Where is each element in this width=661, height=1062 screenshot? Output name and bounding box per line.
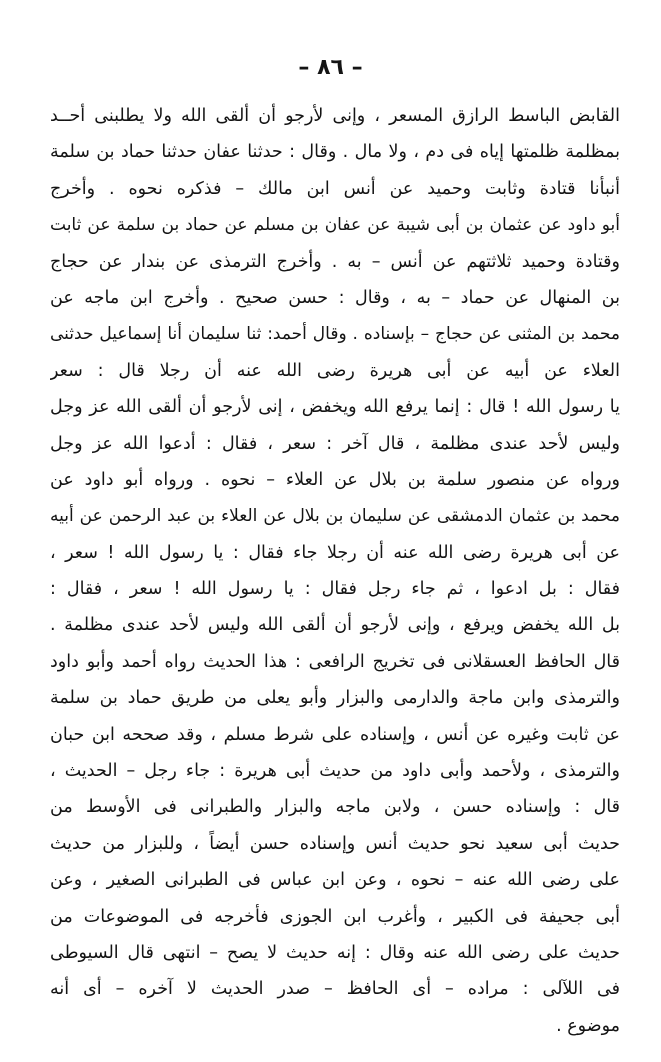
text-line: وليس لأحد عندى مظلمة ، قال آخر : سعر ، فقال : أدعوا الله عز وجل: [50, 433, 620, 454]
text-line: العلاء عن أبيه عن أبى هريرة رضى الله عنه أن رجلا قال : سعر: [50, 360, 620, 381]
text-line: ورواه عن منصور سلمة بن بلال عن العلاء – نحوه . ورواه أبو داود عن: [50, 469, 620, 490]
text-line: بل الله يخفض ويرفع ، وإنى لأرجو أن ألقى الله وليس لأحد عندى مظلمة .: [50, 615, 620, 636]
text-line: أبو داود عن عثمان بن أبى شيبة عن عفان بن مسلم عن حماد بن سلمة عن ثابت: [50, 215, 620, 236]
page-number: – ٨٦ –: [298, 55, 363, 80]
text-line: بمظلمة ظلمتها إياه فى دم ، ولا مال . وقال : حدثنا عفان حدثنا حماد بن سلمة: [50, 142, 620, 163]
text-line: محمد بن عثمان الدمشقى عن سليمان بن بلال عن العلاء بن عبد الرحمن عن أبيه: [50, 506, 620, 527]
text-line: محمد بن المثنى عن حجاج – بإسناده . وقال أحمد: ثنا سليمان أنا إسماعيل حدثنى: [50, 324, 620, 345]
text-line: فى اللآلى : مراده – أى الحافظ – صدر الحديث لا آخره – أى أنه: [50, 979, 620, 1000]
text-line: فقال : بل ادعوا ، ثم جاء رجل فقال : يا رسول الله ! سعر ، فقال :: [50, 579, 620, 600]
text-line: حديث على رضى الله عنه وقال : إنه حديث لا يصح – انتهى قال السيوطى: [50, 942, 620, 963]
text-line: حديث أبى سعيد نحو حديث أنس وإسناده حسن أيضاً ، وللبزار من حديث: [50, 833, 620, 854]
text-line: يا رسول الله ! قال : إنما يرفع الله ويخفض ، إنى لأرجو أن ألقى الله عز وجل: [50, 397, 620, 418]
text-line: قال الحافظ العسقلانى فى تخريج الرافعى : هذا الحديث رواه أحمد وأبو داود: [50, 651, 620, 672]
text-line: وقتادة وحميد ثلاثتهم عن أنس – به . وأخرج الترمذى عن بندار عن حجاج: [50, 251, 620, 272]
text-line: القابض الباسط الرازق المسعر ، وإنى لأرجو أن ألقى الله ولا يطلبنى أحــد: [50, 106, 620, 126]
text-line: على رضى الله عنه – نحوه ، وعن ابن عباس فى الطبرانى الصغير ، وعن: [50, 870, 620, 891]
text-line: والترمذى ، ولأحمد وأبى داود من حديث أبى هريرة : جاء رجل – الحديث ،: [50, 761, 620, 782]
text-line: قال : وإسناده حسن ، ولابن ماجه والبزار والطبرانى فى الأوسط من: [50, 797, 620, 818]
text-line: أبى جحيفة فى الكبير ، وأغرب ابن الجوزى فأخرجه فى الموضوعات من: [50, 906, 620, 927]
text-line: عن ثابت وغيره عن أنس ، وإسناده على شرط مسلم ، وقد صححه ابن حبان: [50, 724, 620, 745]
text-line: بن المنهال عن حماد – به ، وقال : حسن صحيح . وأخرج ابن ماجه عن: [50, 287, 620, 308]
text-line: أنبأنا قتادة وثابت وحميد عن أنس ابن مالك – فذكره نحوه . وأخرج: [50, 178, 620, 199]
text-line: والترمذى وابن ماجة والدارمى والبزار وأبو يعلى من طريق حماد بن سلمة: [50, 688, 620, 709]
text-line: موضوع .: [556, 1015, 620, 1036]
body-text: [50, 98, 620, 1044]
text-line: عن أبى هريرة رضى الله عنه أن رجلا جاء فقال : يا رسول الله ! سعر ،: [50, 542, 620, 563]
